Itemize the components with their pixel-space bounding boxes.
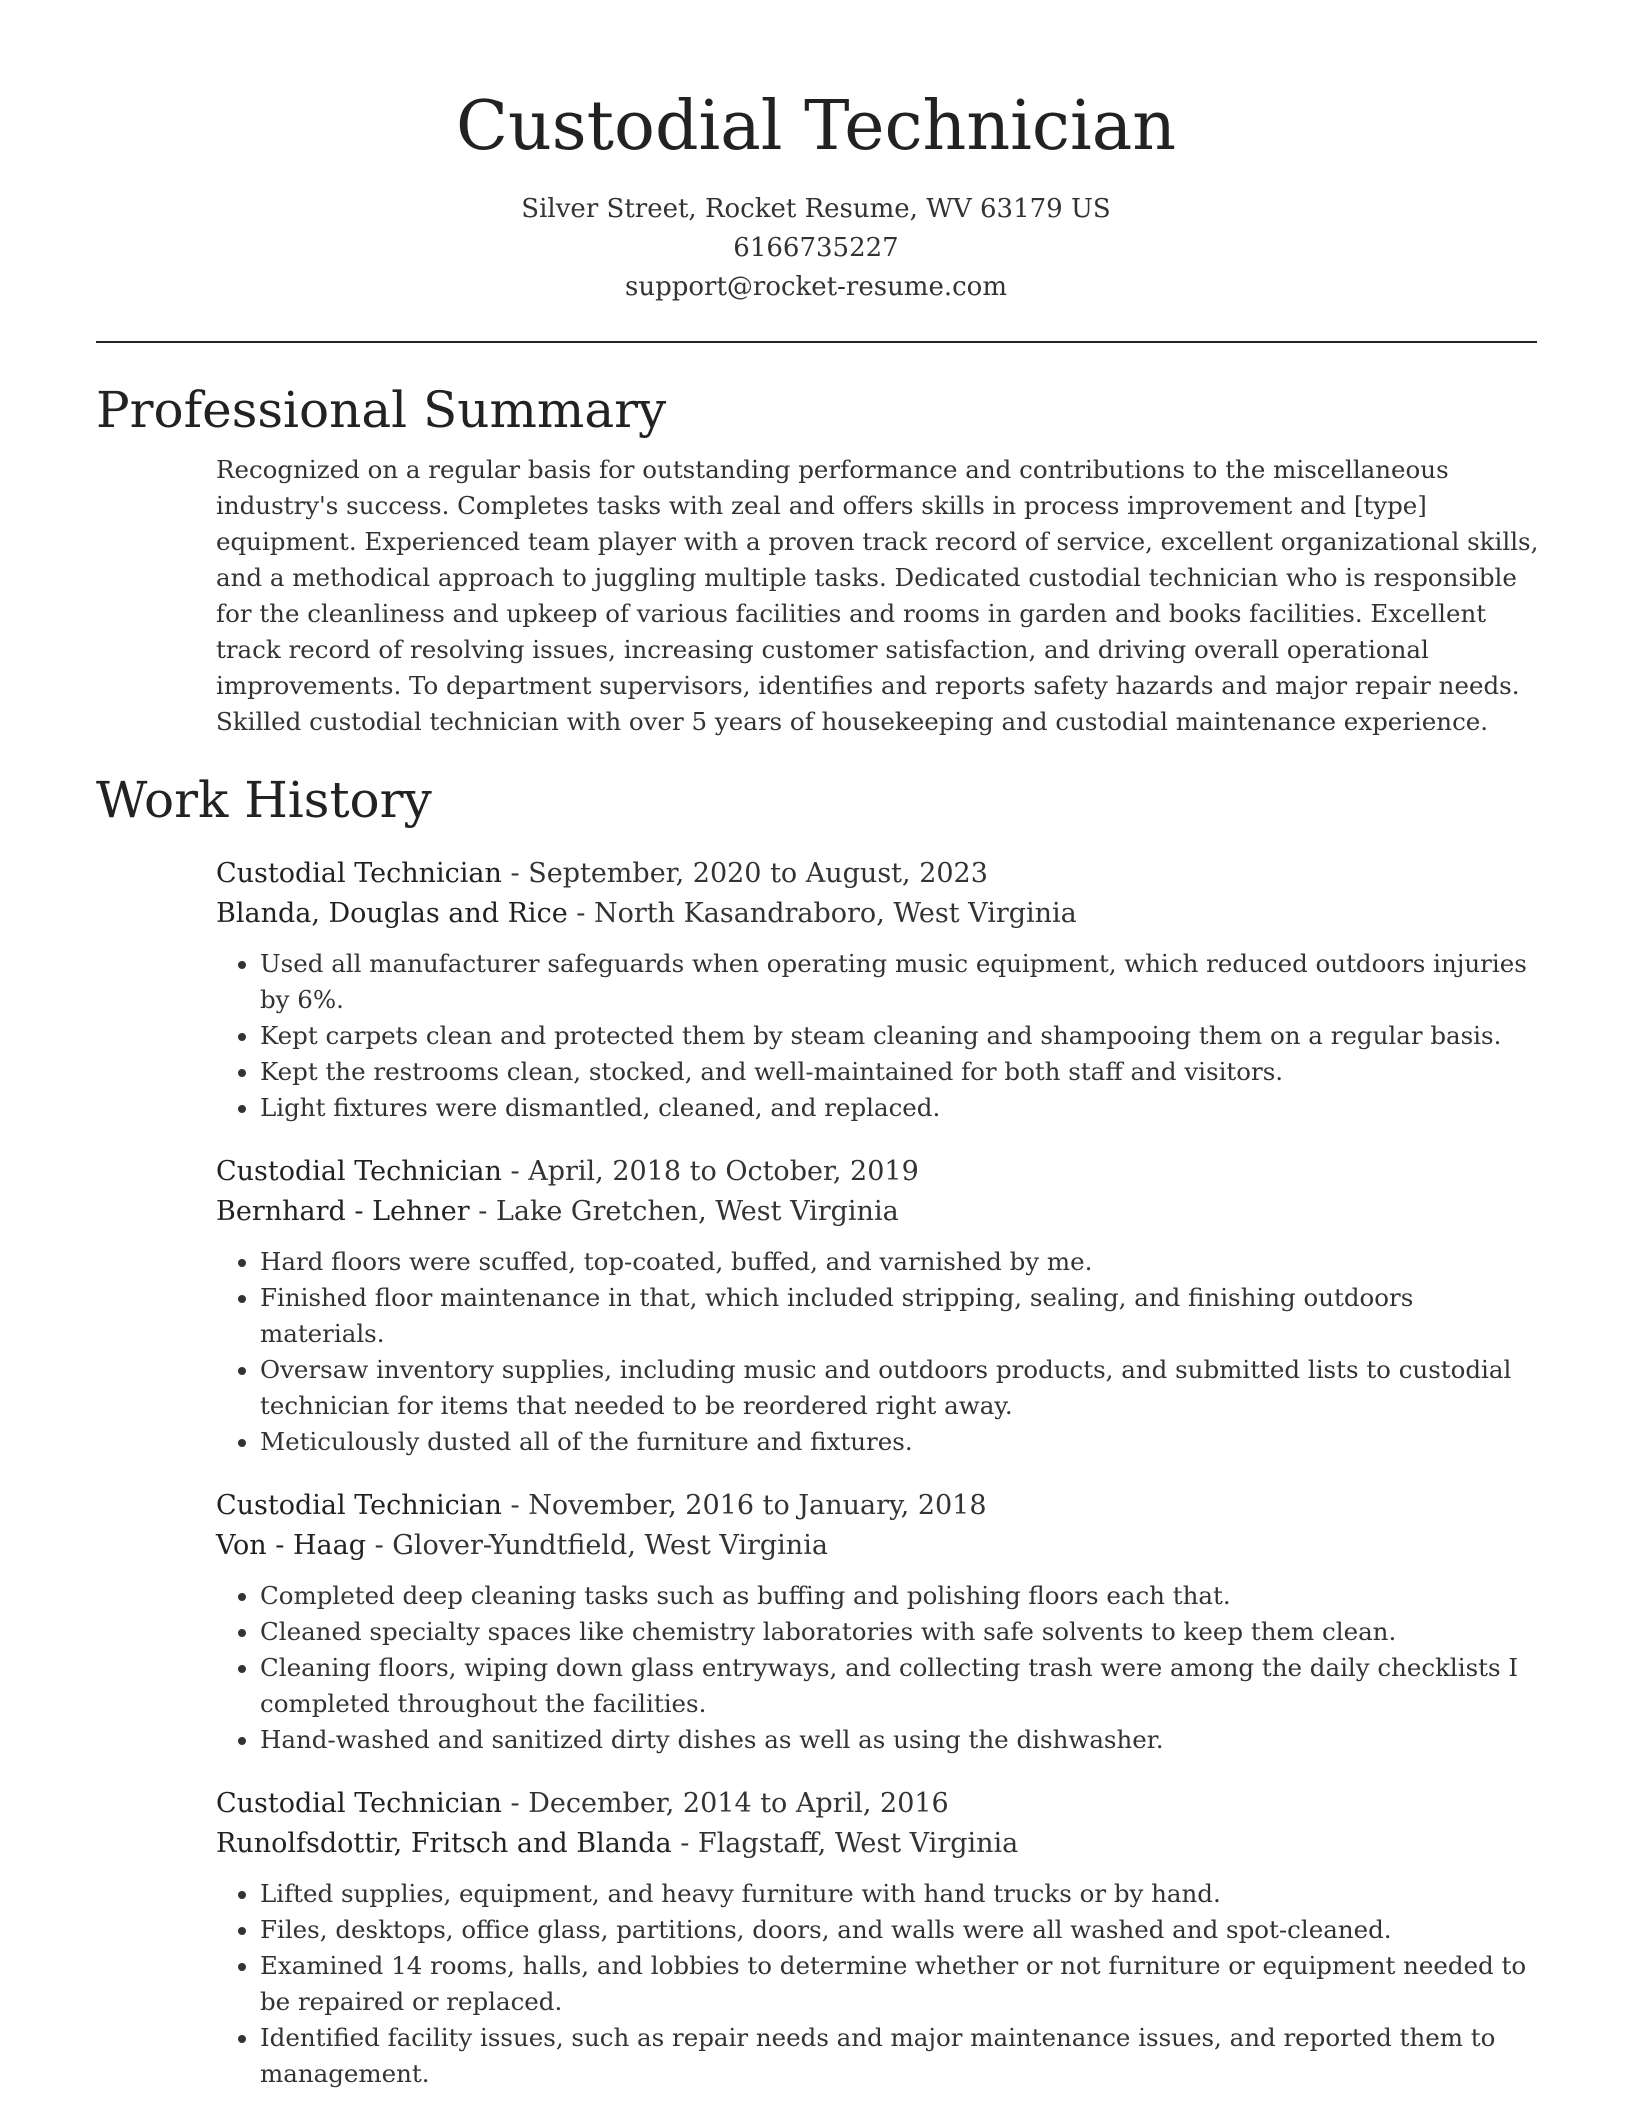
job-bullet: • Meticulously dusted all of the furniture and fixtures. (260, 1424, 1541, 1460)
job-company: Von - Haag (216, 1530, 366, 1561)
separator: - (469, 1196, 496, 1227)
job-role: Custodial Technician (216, 858, 502, 889)
summary-section (96, 380, 1541, 740)
job-company: Blanda, Douglas and Rice (216, 898, 568, 929)
separator: - (501, 1156, 529, 1187)
separator: - (501, 1490, 529, 1521)
job-dates: December, 2014 to April, 2016 (528, 1788, 949, 1819)
job-dates: September, 2020 to August, 2023 (528, 858, 988, 889)
job-entry (216, 1784, 1541, 2092)
job-bullet: • Files, desktops, office glass, partitions, doors, and walls were all washed and spot-cleaned. (260, 1912, 1541, 1948)
job-bullets (216, 1244, 1541, 1460)
separator: - (501, 1788, 529, 1819)
job-title-line (216, 854, 1541, 894)
job-entry (216, 1486, 1541, 1758)
job-bullet: • Hard floors were scuffed, top-coated, buffed, and varnished by me. (260, 1244, 1541, 1280)
resume-header (0, 0, 1632, 307)
job-entry (216, 854, 1541, 1126)
job-title-line (216, 1486, 1541, 1526)
job-company-line (216, 1824, 1541, 1864)
job-bullet: • Lifted supplies, equipment, and heavy furniture with hand trucks or by hand. (260, 1876, 1541, 1912)
job-bullet: • Light fixtures were dismantled, cleaned, and replaced. (260, 1090, 1541, 1126)
job-company: Runolfsdottir, Fritsch and Blanda (216, 1828, 672, 1859)
job-company: Bernhard - Lehner (216, 1196, 470, 1227)
job-role: Custodial Technician (216, 1490, 502, 1521)
job-bullets (216, 1876, 1541, 2092)
work-history-section (96, 770, 1541, 2092)
job-dates: November, 2016 to January, 2018 (528, 1490, 987, 1521)
job-location: Glover-Yundtfield, West Virginia (392, 1530, 828, 1561)
job-bullet: • Cleaned specialty spaces like chemistry laboratories with safe solvents to keep them clean. (260, 1614, 1541, 1650)
job-title-line (216, 1784, 1541, 1824)
job-bullet: • Finished floor maintenance in that, which included stripping, sealing, and finishing outdoors materials. (260, 1280, 1541, 1352)
job-company-line (216, 1192, 1541, 1232)
job-dates: April, 2018 to October, 2019 (528, 1156, 919, 1187)
address: Silver Street, Rocket Resume, WV 63179 US (521, 194, 1111, 224)
job-bullet: • Used all manufacturer safeguards when operating music equipment, which reduced outdoors injuries by 6%. (260, 946, 1541, 1018)
separator: - (365, 1530, 393, 1561)
job-bullets (216, 946, 1541, 1126)
separator: - (567, 898, 594, 929)
job-bullet: • Oversaw inventory supplies, including music and outdoors products, and submitted lists to custodial technician for items that needed to be reordered right away. (260, 1352, 1541, 1424)
job-bullet: • Hand-washed and sanitized dirty dishes as well as using the dishwasher. (260, 1722, 1541, 1758)
candidate-name: Custodial Technician (455, 87, 1177, 166)
job-bullet: • Completed deep cleaning tasks such as buffing and polishing floors each that. (260, 1578, 1541, 1614)
job-bullets (216, 1578, 1541, 1758)
job-company-line (216, 1526, 1541, 1566)
contact-block (0, 190, 1632, 307)
work-history-heading: Work History (96, 771, 432, 829)
summary-heading: Professional Summary (96, 381, 667, 439)
phone-number: 6166735227 (733, 233, 899, 263)
job-role: Custodial Technician (216, 1788, 502, 1819)
header-divider (96, 341, 1537, 343)
job-role: Custodial Technician (216, 1156, 502, 1187)
job-title-line (216, 1152, 1541, 1192)
job-location: Flagstaff, West Virginia (697, 1828, 1019, 1859)
job-location: Lake Gretchen, West Virginia (495, 1196, 899, 1227)
job-bullet: • Identified facility issues, such as repair needs and major maintenance issues, and reported them to management. (260, 2020, 1541, 2092)
job-location: North Kasandraboro, West Virginia (593, 898, 1077, 929)
separator: - (671, 1828, 698, 1859)
job-bullet: • Cleaning floors, wiping down glass entryways, and collecting trash were among the daily checklists I completed throughout the facilities. (260, 1650, 1541, 1722)
job-bullet: • Kept the restrooms clean, stocked, and well-maintained for both staff and visitors. (260, 1054, 1541, 1090)
job-bullet: • Kept carpets clean and protected them by steam cleaning and shampooing them on a regular basis. (260, 1018, 1541, 1054)
summary-text: Recognized on a regular basis for outstanding performance and contributions to the miscellaneous industry's success. Completes tasks with zeal and offers skills in process improvement and [type] equipment. Experienced team player with a proven track record of service, excellent organizational skills, and a methodical approach to juggling multiple tasks. Dedicated custodial technician who is responsible for the cleanliness and upkeep of various facilities and rooms in garden and books facilities. Excellent track record of resolving issues, increasing customer satisfaction, and driving overall operational improvements. To department supervisors, identifies and reports safety hazards and major repair needs. Skilled custodial technician with over 5 years of housekeeping and custodial maintenance experience. (216, 455, 1539, 736)
job-company-line (216, 894, 1541, 934)
separator: - (501, 858, 529, 889)
email-address: support@rocket-resume.com (624, 272, 1007, 302)
job-bullet: • Examined 14 rooms, halls, and lobbies to determine whether or not furniture or equipment needed to be repaired or replaced. (260, 1948, 1541, 2020)
job-entry (216, 1152, 1541, 1460)
